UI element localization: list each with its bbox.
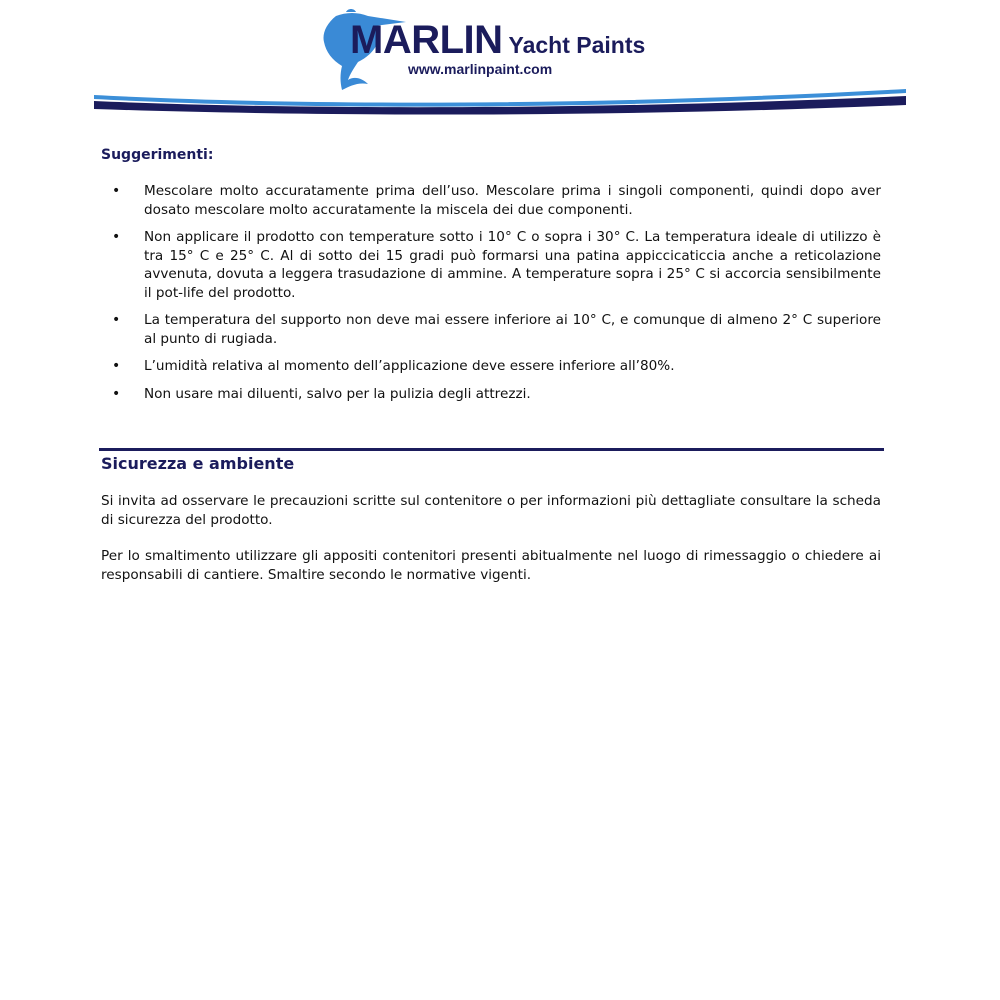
tip-text: Non usare mai diluenti, salvo per la pulizia degli attrezzi.	[144, 385, 531, 402]
section-divider	[99, 448, 884, 451]
tip-text: Non applicare il prodotto con temperature sotto i 10° C o sopra i 30° C. La temperatura ideale di utilizzo è tra 15° C e 25° C. Al di sotto dei 15 gradi può formarsi una patina appiccicaticcia anche a reticolazione avvenuta, dovuta a leggera trasudazione di ammine. A temperature sopra i 25° C si accorcia sensibilmente il pot-life del prodotto.	[144, 229, 881, 301]
brand-sub-text: Yacht Paints	[508, 32, 646, 58]
tip-text: La temperatura del supporto non deve mai essere inferiore ai 10° C, e comunque di almeno 2° C superiore al punto di rugiada.	[144, 312, 881, 347]
safety-paragraph: Si invita ad osservare le precauzioni scritte sul contenitore o per informazioni più dettagliate consultare la scheda di sicurezza del prodotto.	[101, 493, 881, 528]
bullet-icon: •	[112, 183, 121, 199]
tips-heading: Suggerimenti:	[101, 147, 214, 163]
list-item	[101, 311, 881, 348]
bullet-icon: •	[112, 229, 121, 245]
safety-heading: Sicurezza e ambiente	[101, 454, 295, 473]
page-header	[0, 0, 1000, 120]
tip-text: Mescolare molto accuratamente prima dell’uso. Mescolare prima i singoli componenti, quindi dopo aver dosato mescolare molto accuratamente la miscela dei due componenti.	[144, 183, 881, 218]
brand-name	[350, 20, 645, 60]
list-item	[101, 228, 881, 302]
bullet-icon: •	[112, 385, 121, 402]
tip-text: L’umidità relativa al momento dell’applicazione deve essere inferiore all’80%.	[144, 358, 675, 374]
list-item	[101, 357, 881, 376]
safety-section	[101, 453, 881, 584]
bullet-icon: •	[112, 358, 121, 374]
tips-section	[101, 140, 881, 412]
tips-list	[101, 182, 881, 403]
brand-main-text: MARLIN	[350, 18, 503, 62]
website-url[interactable]: www.marlinpaint.com	[408, 61, 553, 77]
bullet-icon: •	[112, 312, 121, 328]
list-item	[101, 182, 881, 219]
disposal-paragraph: Per lo smaltimento utilizzare gli appositi contenitori presenti abitualmente nel luogo di rimessaggio o chiedere ai responsabili di cantiere. Smaltire secondo le normative vigenti.	[101, 548, 881, 583]
list-item	[101, 385, 881, 404]
header-wave-decoration	[0, 80, 1000, 120]
